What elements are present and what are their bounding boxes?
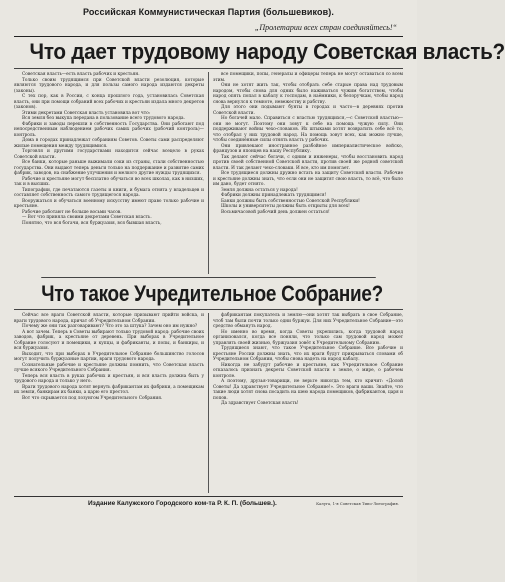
paragraph: Вооружаться и обучаться военному искусству имеют право только рабочие и крестьяне.	[14, 198, 204, 209]
footer	[14, 497, 403, 507]
paragraph: Рабочие и крестьяне могут бесплатно обучаться во всех школах, как в низших, так и в высших.	[14, 176, 204, 187]
section2-left-column	[14, 313, 204, 493]
printer-line: Калуга, 1-я Советская Типо-Литография.	[316, 501, 399, 506]
paragraph: Советская власть—есть власть рабочих и крестьян.	[22, 72, 140, 77]
paragraph: Трудящиеся знают, что такое Учредительное Собрание. Все рабочие и крестьяне России должны знать, что их враги будут прикрываться словами об Учредительном Собрании, чтобы снова надеть на народ кабалу.	[213, 346, 403, 362]
paragraph: Торговля и другими государствами находится сейчас всецело в руках Советской власти.	[14, 149, 204, 160]
paragraph: Понятно, что вся богачи, вся буржуазия, вся бывшая власть,	[22, 220, 162, 226]
paragraph: Теперь вся власть в руках рабочих и крестьян, и вся власть должна быть у трудового народа и только у него.	[14, 373, 204, 384]
paragraph: Все банки, которые раньше выжимали соки из страны, стали собственностью государства. Они выдают теперь деньги только на поддержание и развитие самих фабрик, заводов, на снабжение улучшения и мелкого другие нужды трудящихся.	[14, 160, 204, 176]
paragraph: Выходит, что при выборах в Учредительное Собрание большинство голосов могут получить буржуазные партии, враги трудового народа.	[14, 351, 204, 362]
paragraph: Но именно во время, когда Советы укрепились, когда трудовой народ организовался, когда все поняли, что только сам трудовой народ может управлять своей жизнью, буржуазия зовёт к Учредительному Собранию.	[213, 329, 403, 346]
section1-left-column	[14, 72, 204, 274]
paragraph: Да здравствует Советская власть!	[221, 401, 299, 406]
top-rule	[14, 36, 403, 37]
paragraph: Школы и университеты должны быть открыты для всех!	[221, 204, 350, 209]
paragraph: Фабрики должны принадлежать трудящимся!	[221, 193, 327, 198]
paragraph: Для этого они подымают бунты в городах и часто—в деревнях против Советской власти.	[213, 105, 403, 116]
paragraph: Вся земля без выкупа передана в пользование всего трудового народа.	[22, 116, 185, 121]
paragraph: Дома в городах принадлежат собраниям Советов. Советы сами распределяют жилые помещения между трудящимися.	[14, 138, 204, 149]
motto: „Пролетарии всех стран соединяйтесь!“	[254, 23, 397, 32]
paragraph: Так делают сейчас богачи, с одним и инженеры, чтобы восстановить народ против своей собственной Советской власти, против своей же родной советской власти. И так делают чехо-словаки. И все, кто им помогает.	[213, 154, 403, 171]
column-divider	[208, 313, 209, 493]
party-header: Российская Коммунистическая Партия (большевиков).	[83, 7, 334, 17]
paragraph: Вот что скрывается под лозунгом Учредительного Собрания.	[22, 395, 163, 401]
paragraph: Никогда не забудут рабочие и крестьяне, как Учредительное Собрание отказалось признать декреты Советской власти о земле, о мире, о рабочем контроле.	[213, 362, 403, 379]
paragraph: Этими декретами Советская власть установила вот что:	[22, 110, 151, 116]
paragraph: Рабочие работают не больше восьми часов.	[22, 209, 122, 215]
column-divider	[208, 72, 209, 274]
paragraph: — Вот что приняла своими декретами Советская власть.	[22, 215, 152, 220]
paragraph: Почему же они так разговаривают? Что это за штука? Зачем оно им нужно?	[22, 324, 198, 329]
paragraph: Они привлекают иностранное разбойное империалистическое войско, французов и японцев на нашу Республику.	[213, 143, 403, 154]
section2-right-column	[213, 313, 403, 493]
paragraph: С тех пор, как в России, с конца прошлого года, установилась Советская власть, они при помощи собраний всех рабочих и крестьян издала много декретов (законов).	[14, 94, 204, 110]
paragraph: А вот зачем. Теперь в Советы выбирают только трудовой народ: рабочие своих заводов, фабрик, а крестьяне от деревень. При выборах в Учредительное Собрание голосуют и помещики, и купцы, и фабриканты, и попы, и банкиры, и вся буржуазия.	[14, 329, 204, 351]
section2-title: Что такое Учредительное Собрание?	[41, 277, 376, 306]
paragraph: Они не хотят жить так, чтобы отобрать себе старые права над трудовым народом, чтобы снова для одних было наживаться чужим богатством, чтобы народ опять попал в кабалу к господам, в наёмники, к белоручкам, чтобы народ снова вернулся к темноте, невежеству и рабству.	[213, 83, 403, 105]
paragraph: Сейчас все враги Советской власти, которые призывают прийти войска, и враги трудового народа, кричат об Учредительном Собрании.	[14, 313, 204, 324]
paragraph: Но богачей мало. Справиться с властью трудящихся,—с Советской властью—они не могут. Поэтому они зовут к себе на помощь чужую силу. Они поддерживают войны чехо-словаков. Их штыками хотят возвратить себе всё то, что отобрал у них трудовой народ. На помощь зовут всех, как можно лучше, чтобы соединённые силы отнять власть у рабочих.	[213, 116, 403, 143]
section1-title: Что дает трудовому народу Советская власть?	[29, 39, 505, 64]
paragraph: Сознательные рабочие и крестьяне должны помнить, что Советская власть лучше всякого Учредительного Собрания.	[14, 362, 204, 373]
section1-right-column	[213, 72, 403, 274]
paragraph: Фабрики и заводы перешли в собственность Государства. Они работают под непосредственным наблюдением рабочих самих рабочих (рабочий контроль)—контроль.	[14, 121, 204, 138]
publisher-line: Издание Калужского Городского ком-та Р. К. П. (большев.).	[88, 500, 277, 507]
paragraph: все помещики, попы, генералы и офицеры теперь не могут оставаться со всем этим.	[213, 72, 403, 83]
paragraph: Банки должны быть собственностью Советской Республики!	[221, 198, 360, 204]
paragraph: Типографии, где печатаются газеты и книги, и бумага отнята у владельцев и составляет собственность самого трудящегося народа.	[14, 187, 204, 198]
paragraph: Земля должна остаться у народа!	[221, 187, 298, 193]
paragraph: А поэтому, друзья-товарищи, не верьте никогда тем, кто кричит: «Долой Советы! Да здравствует Учредительное Собрание!». Это враги ваши. Знайте, что такие люди хотят снова посадить на шею народа помещиков, фабрикантов, царя и попов.	[213, 379, 403, 401]
section2-columns	[14, 309, 403, 493]
paragraph: Только своим трудящимся при Советской власти резолюция, которые являются трудового народа, и для пользы самого народа издаются декреты (законы).	[14, 77, 204, 94]
paragraph: фабрикантам покупатель и землю—они хотят так выбрать в свое Собрание, чтоб там были почти только одни буржуи. Для них Учредительное Собрание—это средство обмануть народ.	[213, 313, 403, 329]
paragraph: Враги трудового народа хотят вернуть фабрикантам их фабрики, а помещикам их земли, банкирам их банки, а царю его престол.	[14, 384, 204, 395]
paragraph: Восьмичасовой рабочий день должен остаться!	[221, 209, 330, 215]
section1-columns	[14, 68, 403, 274]
paragraph: Все трудящиеся должны дружно встать на защиту Советской власти. Рабочие и крестьяне должны знать, что если они не защитят свою власть, то всё, что было им дано, будет отнято.	[213, 171, 403, 187]
